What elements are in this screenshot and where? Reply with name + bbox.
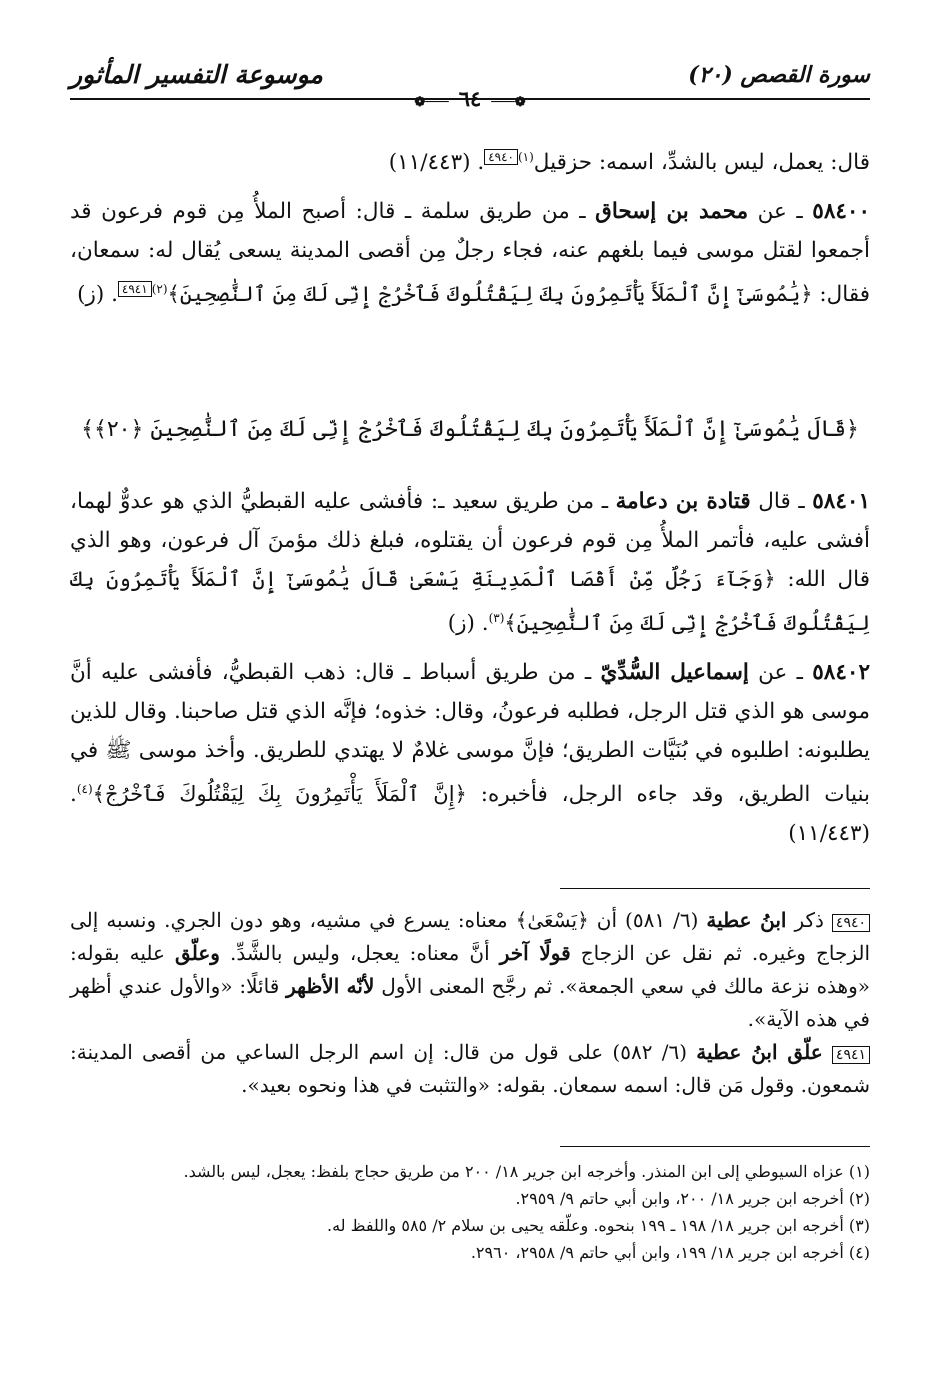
narration-number: ٥٨٤٠١ [812, 489, 870, 514]
ornament-icon: ❁─── [491, 95, 526, 110]
quran-quote: ﴿وَجَآءَ رَجُلٌ مِّنْ أَقْصَا ٱلْمَدِينَةِ يَسْعَىٰ قَالَ يَٰمُوسَىٰٓ إِنَّ ٱلْمَلَأَ يَأْتَمِرُونَ بِكَ لِيَقْتُلُوكَ فَٱخْرُجْ إِنِّى لَكَ مِنَ ٱلنَّٰصِحِينَ﴾ [70, 567, 870, 636]
footnote-4: (٤) أخرجه ابن جرير ١٨/ ١٩٩، وابن أبي حاتم ٩/ ٢٩٥٨، ٢٩٦٠. [470, 1243, 870, 1262]
quran-quote: ﴿إِنَّ ٱلْمَلَأَ يَأْتَمِرُونَ بِكَ لِيَقْتُلُوكَ فَٱخْرُجْ﴾ [92, 782, 467, 807]
comment-run: قولًا آخر [499, 941, 571, 965]
footnote-ref: (٣) [488, 611, 505, 625]
comment-run: (٦/ ٥٨١) أن [588, 908, 707, 932]
footnote-ref: (١) [517, 150, 534, 164]
narrator-name: إسماعيل السُّدِّيّ [600, 660, 749, 686]
footnote-ref: (٢) [151, 282, 168, 297]
narrator-name: محمد بن إسحاق [595, 199, 749, 225]
comment-number-box: ٤٩٤١ [832, 1046, 870, 1064]
comment-separator [560, 888, 870, 889]
main-text-bottom [70, 482, 870, 853]
comment-run: لأنّه الأظهر [286, 974, 375, 998]
comment-run: أنَّ معناه: يعجل، وليس بالشَّدِّ. [219, 941, 500, 965]
narration-58401: ٥٨٤٠١ ـ قال قتادة بن دعامة ـ من طريق سعيد ـ: فأفشى عليه القبطيُّ الذي هو عدوٌّ لهما، أفشى عليه، فأتمر الملأُ مِن قوم فرعون أن يقتلوه، فبلغ ذلك مؤمنَ آل فرعون، وهو الذي قال الله: ﴿وَجَآءَ رَجُلٌ مِّنْ أَقْصَا ٱلْمَدِينَةِ يَسْعَىٰ قَالَ يَٰمُوسَىٰٓ إِنَّ ٱلْمَلَأَ يَأْتَمِرُونَ بِكَ لِيَقْتُلُوكَ فَٱخْرُجْ إِنِّى لَكَ مِنَ ٱلنَّٰصِحِينَ﴾$^{(٣)}$. (ز) [70, 489, 871, 637]
narrator-name: قتادة بن دعامة [615, 489, 751, 514]
main-text-top [70, 138, 870, 314]
narration-number: ٥٨٤٠٢ [812, 660, 870, 686]
footnote-separator [560, 1146, 870, 1147]
narration-58402: ٥٨٤٠٢ ـ عن إسماعيل السُّدِّيّ ـ من طريق أسباط ـ قال: ذهب القبطيُّ، فأفشى عليه أنَّ موسى هو الذي قتل الرجل، فطلبه فرعونُ، وقال: خذوه؛ فإنَّه الذي قتل صاحبنا. وقال للذين يطلبونه: اطلبوه في بُنَيَّات الطريق؛ فإنَّ موسى غلامٌ لا يهتدي للطريق. وأخذ موسى ﷺ في بنيات الطريق، وقد جاءه الرجل، فأخبره: ﴿إِنَّ ٱلْمَلَأَ يَأْتَمِرُونَ بِكَ لِيَقْتُلُوكَ فَٱخْرُجْ﴾$^{(٤)}$. (١١/٤٤٣) [70, 660, 871, 847]
comment-4940 [70, 904, 870, 1036]
comment-ref-box: ٤٩٤١ [118, 281, 152, 297]
comment-run: معناه: يسرع في مشيه، وهو دون الجري. ونسبه إلى الزجاج وغيره. ثم نقل عن الزجاج [70, 908, 871, 965]
commentary-notes [70, 904, 870, 1102]
comment-run: ﴿يَسْعَىٰ﴾ [515, 908, 589, 932]
ornament-icon: ───❁ [414, 95, 449, 110]
comment-run: ذكر [786, 908, 832, 932]
comment-run: وعلّق [175, 941, 220, 965]
comment-run: (٦/ ٥٨٢) على قول من قال: إن اسم الرجل الساعي من أقصى المدينة: شمعون. وقول مَن قال: اسمه سمعان. بقوله: «والتثبت في هذا ونحوه بعيد». [70, 1040, 870, 1097]
footnotes [70, 1158, 870, 1266]
footnote-2: (٢) أخرجه ابن جرير ١٨/ ٢٠٠، وابن أبي حاتم ٩/ ٢٩٥٩. [515, 1189, 870, 1208]
narration-58400: ٥٨٤٠٠ ـ عن محمد بن إسحاق ـ من طريق سلمة ـ قال: أصبح الملأُ مِن قوم فرعون قد أجمعوا لقتل موسى فيما بلغهم عنه، فجاء رجلٌ مِن أقصى المدينة يسعى يُقال له: سمعان، فقال: ﴿يَٰمُوسَىٰٓ إِنَّ ٱلْمَلَأَ يَأْتَمِرُونَ بِكَ لِيَقْتُلُوكَ فَٱخْرُجْ إِنِّى لَكَ مِنَ ٱلنَّٰصِحِينَ﴾$^{(٢)}$٤٩٤١. (ز) [70, 199, 871, 308]
footnote-1: (١) عزاه السيوطي إلى ابن المنذر. وأخرجه ابن جرير ١٨/ ٢٠٠ من طريق حجاج بلفظ: يعجل، ليس بالشد. [183, 1162, 870, 1181]
comment-run: علّق ابنُ عطية [696, 1040, 823, 1064]
comment-number-box: ٤٩٤٠ [832, 914, 870, 932]
surah-title: سورة القصص (٢٠) [688, 62, 870, 88]
page-number: ❁───٦٤───❁ [414, 86, 526, 111]
comment-run: عليه بقوله: «وهذه نزعة مالك في سعي الجمعة». ثم رجَّح المعنى الأول [70, 941, 871, 998]
paragraph-continuation: قال: يعمل، ليس بالشدِّ، اسمه: حزقيل$^{(١)}$٤٩٤٠. (١١/٤٤٣) [388, 150, 870, 176]
narration-number: ٥٨٤٠٠ [812, 199, 871, 225]
comment-ref-box: ٤٩٤٠ [484, 149, 518, 165]
quran-verse-heading: ﴿قَالَ يَٰمُوسَىٰٓ إِنَّ ٱلْمَلَأَ يَأْتَمِرُونَ بِكَ لِيَقْتُلُوكَ فَٱخْرُجْ إِنِّى لَكَ مِنَ ٱلنَّٰصِحِينَ ﴿٢٠﴾﴾ [81, 417, 859, 442]
comment-run: ابنُ عطية [706, 908, 787, 932]
comment-run: قائلًا: «والأول عندي أظهر في هذه الآية». [70, 974, 870, 1031]
footnote-ref: (٤) [76, 782, 93, 797]
comment-4941 [70, 1036, 870, 1102]
footnote-3: (٣) أخرجه ابن جرير ١٨/ ١٩٨ ـ ١٩٩ بنحوه. وعلّقه يحيى بن سلام ٢/ ٥٨٥ واللفظ له. [327, 1216, 870, 1235]
book-title: موسوعة التفسير المأثور [70, 60, 323, 89]
quran-quote: ﴿يَٰمُوسَىٰٓ إِنَّ ٱلْمَلَأَ يَأْتَمِرُونَ بِكَ لِيَقْتُلُوكَ فَٱخْرُجْ إِنِّى لَكَ مِنَ ٱلنَّٰصِحِينَ﴾ [167, 282, 813, 307]
comment-run [823, 1040, 832, 1064]
